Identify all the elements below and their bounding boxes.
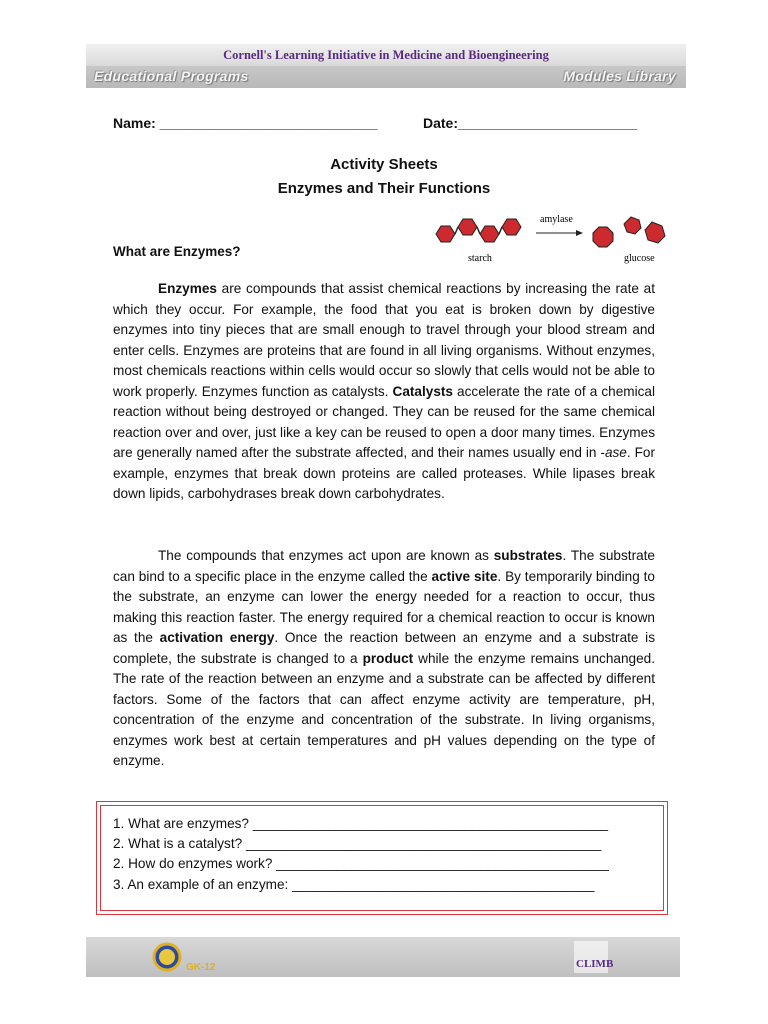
- suffix-ase: ase: [604, 445, 627, 460]
- term-active-site: active site: [431, 568, 498, 584]
- term-substrates: substrates: [493, 548, 563, 563]
- paragraph2-text-a: The compounds that enzymes act upon are known as: [158, 548, 494, 563]
- glucose-molecule: [645, 222, 665, 243]
- paragraph2-text-d: . Once the reaction between an enzyme and a substrate is complete, the substrate is changed to a: [113, 630, 655, 666]
- term-enzymes: Enzymes: [158, 281, 217, 296]
- question-3[interactable]: 2. How do enzymes work? ____________________________________________: [113, 856, 609, 871]
- paragraph1-text-b: accelerate the rate of a chemical reaction without being destroyed or changed. They can be reused for the same chemical reaction over and over, just like a key can be reused to open a door many times. Enzymes are generally named after the substrate affected, and their names usually end in -: [113, 383, 655, 460]
- term-catalysts: Catalysts: [392, 383, 453, 399]
- gk12-badge: GK-12: [186, 962, 216, 973]
- glucose-molecule: [624, 217, 641, 234]
- page-title: Activity Sheets: [330, 156, 438, 173]
- date-label: Date:: [423, 115, 459, 131]
- glucose-molecule: [593, 227, 613, 247]
- paragraph2-text-c: . By temporarily binding to the substrate, an enzyme can lower the energy needed for a reaction to occur, thus making this reaction faster. The energy required for a chemical reaction to occur is known as the: [113, 568, 655, 645]
- paragraph-substrates: [113, 546, 655, 772]
- paragraph2-text-b: . The substrate can bind to a specific place in the enzyme called the: [113, 548, 655, 584]
- paragraph1-text-c: . For example, enzymes that break down proteins are called proteases. While lipases break down lipids, carbohydrases break down carbohydrates.: [113, 445, 655, 501]
- nsf-logo: [154, 944, 180, 970]
- name-blank[interactable]: ____________________________: [155, 115, 378, 131]
- climb-logo: [574, 941, 614, 973]
- modules-library-link[interactable]: Modules Library: [563, 68, 676, 84]
- glucose-molecules: [593, 217, 665, 247]
- date-blank[interactable]: _______________________: [458, 115, 638, 131]
- question-1[interactable]: 1. What are enzymes? _______________________________________________: [113, 816, 609, 831]
- section-heading: What are Enzymes?: [113, 244, 241, 259]
- paragraph2-text-e: while the enzyme remains unchanged. The rate of the reaction between an enzyme and a substrate can be affected by different factors. Some of the factors that can affect enzyme activity are temperature, pH, concentration of the enzyme and concentration of the substrate. In living organisms, enzymes work best at certain temperatures and pH values depending on the type of enzyme.: [113, 650, 655, 768]
- name-label: Name:: [113, 115, 156, 131]
- footer-banner: [86, 937, 680, 977]
- date-field: [423, 115, 637, 131]
- name-field: [113, 115, 378, 131]
- page-subtitle: Enzymes and Their Functions: [277, 180, 491, 197]
- reaction-arrow: [536, 230, 583, 236]
- question-4[interactable]: 3. An example of an enzyme: ________________________________________: [113, 877, 595, 892]
- footer-graphics: [86, 937, 680, 977]
- header-banner: [86, 44, 686, 88]
- climb-logo-text: CLIMB: [576, 958, 614, 970]
- amylase-label: amylase: [540, 214, 573, 225]
- glucose-label: glucose: [624, 253, 655, 264]
- organization-name: Cornell's Learning Initiative in Medicine and Bioengineering: [223, 48, 549, 62]
- educational-programs-link[interactable]: Educational Programs: [94, 68, 249, 84]
- term-product: product: [362, 650, 414, 666]
- term-activation-energy: activation energy: [159, 630, 275, 645]
- question-2[interactable]: 2. What is a catalyst? _______________________________________________: [113, 836, 602, 851]
- paragraph-enzymes: [113, 279, 655, 505]
- enzyme-diagram: [428, 205, 668, 265]
- starch-label: starch: [468, 253, 492, 264]
- paragraph1-text-a: are compounds that assist chemical reactions by increasing the rate at which they occur. For example, the food that you eat is broken down by digestive enzymes into tiny pieces that are small enough to travel through your blood stream and enter cells. Enzymes are proteins that are found in all living organisms. Without enzymes, most chemicals reactions within cells would occur so slowly that cells would not be able to work properly. Enzymes function as catalysts.: [113, 281, 655, 399]
